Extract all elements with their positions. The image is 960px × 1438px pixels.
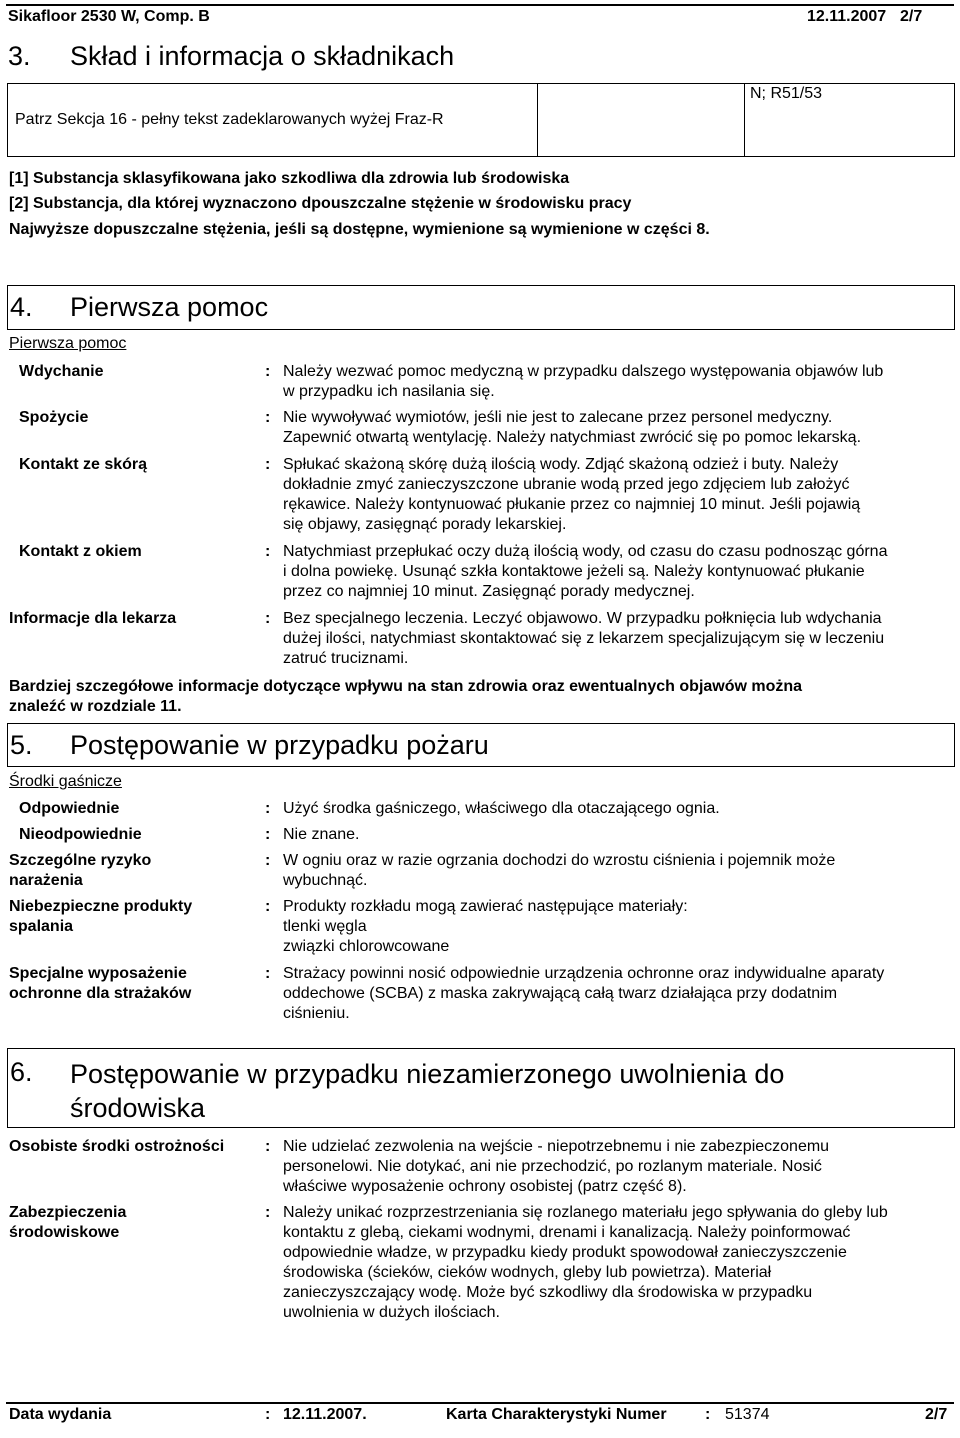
section-6-heading xyxy=(7,1048,955,1128)
text-line: rękawice. Należy kontynuować płukanie przez co najmniej 10 minut. Jeśli pojawią xyxy=(283,496,861,513)
section-number: 6. xyxy=(10,1057,33,1087)
text-line: oddechowe (SCBA) z maska zakrywającą całą twarz działająca przy dodatnim xyxy=(283,985,838,1002)
section-3-heading xyxy=(8,41,455,72)
colon: : xyxy=(265,1406,271,1423)
text-line: Należy unikać rozprzestrzeniania się rozlanego materiału jego spływania do gleby lub xyxy=(283,1204,888,1221)
row-value xyxy=(283,1137,953,1197)
text-line: dokładnie zmyć zanieczyszczone ubranie wodą przed jego zdjęciem lub założyć xyxy=(283,476,850,493)
row-value xyxy=(283,609,953,669)
section-title: Pierwsza pomoc xyxy=(70,292,269,322)
row-value xyxy=(283,408,953,448)
card-number: 51374 xyxy=(725,1406,770,1423)
row-label: Wdychanie xyxy=(19,363,104,380)
row-label: Kontakt z okiem xyxy=(19,543,142,560)
text-line: personelowi. Nie dotykać, ani nie przechodzić, po rozlanym materiale. Nosić xyxy=(283,1158,822,1175)
card-number-label: Karta Charakterystyki Numer xyxy=(446,1406,667,1423)
text-line: związki chlorowcowane xyxy=(283,938,450,955)
colon: : xyxy=(265,610,271,627)
text-line: Nie znane. xyxy=(283,826,360,843)
label-line: Osobiste środki ostrożności xyxy=(9,1138,225,1155)
section-title: Postępowanie w przypadku pożaru xyxy=(70,730,489,760)
colon: : xyxy=(265,363,271,380)
label-line: Nieodpowiednie xyxy=(19,826,142,843)
label-line: ochronne dla strażaków xyxy=(9,985,192,1002)
section-title: Skład i informacja o składnikach xyxy=(70,41,455,71)
colon: : xyxy=(265,826,271,843)
colon: : xyxy=(265,1138,271,1155)
text-line: wybuchnąć. xyxy=(283,872,368,889)
text-line: właściwe wyposażenie ochrony osobistej (patrz część 8). xyxy=(283,1178,687,1195)
row-label xyxy=(9,1137,224,1157)
footer-page: 2/7 xyxy=(925,1406,948,1423)
row-label xyxy=(19,825,142,845)
text-line: Spłukać skażoną skórę dużą ilością wody. Zdjąć skażoną odzież i buty. Należy xyxy=(283,456,839,473)
label-line: spalania xyxy=(9,918,74,935)
classification-code: N; R51/53 xyxy=(750,85,823,102)
text-line: zanieczyszczający wodę. Może być szkodliwy dla środowiska w przypadku xyxy=(283,1284,813,1301)
section-number: 5. xyxy=(10,730,33,760)
label-line: Niebezpieczne produkty xyxy=(9,898,193,915)
text-line: Strażacy powinni nosić odpowiednie urządzenia ochronne oraz indywidualne aparaty xyxy=(283,965,885,982)
header-page: 2/7 xyxy=(900,8,923,25)
row-label xyxy=(9,851,151,891)
text-line: zatruć truciznami. xyxy=(283,650,409,667)
text-line: tlenki węgla xyxy=(283,918,367,935)
row-value xyxy=(283,362,953,402)
text-line: Bez specjalnego leczenia. Leczyć objawowo. W przypadku połknięcia lub wdychania xyxy=(283,610,882,627)
note-line: Najwyższe dopuszczalne stężenia, jeśli są dostępne, wymienione są wymienione w części 8. xyxy=(9,221,710,238)
row-value xyxy=(283,851,953,891)
text-line: Nie wywoływać wymiotów, jeśli nie jest to zalecane przez personel medyczny. xyxy=(283,409,833,426)
label-line: Szczególne ryzyko xyxy=(9,852,152,869)
text-line: Należy wezwać pomoc medyczną w przypadku dalszego występowania objawów lub xyxy=(283,363,884,380)
row-label xyxy=(9,964,191,1004)
header-date: 12.11.2007 xyxy=(807,8,887,25)
label-line: środowiskowe xyxy=(9,1224,120,1241)
row-label: Informacje dla lekarza xyxy=(9,610,177,627)
section-5-heading xyxy=(7,723,955,767)
note-line: znaleźć w rozdziale 11. xyxy=(9,698,182,715)
row-value xyxy=(283,455,953,535)
text-line: Natychmiast przepłukać oczy dużą ilością wody, od czasu do czasu podnosząc górna xyxy=(283,543,888,560)
note-line: [2] Substancja, dla której wyznaczono dpouszczalne stężenie w środowisku pracy xyxy=(9,195,632,212)
subheading: Pierwsza pomoc xyxy=(9,335,127,352)
label-line: narażenia xyxy=(9,872,83,889)
text-line: uwolnienia w dużych ilościach. xyxy=(283,1304,500,1321)
note-line: [1] Substancja sklasyfikowana jako szkodliwa dla zdrowia lub środowiska xyxy=(9,170,570,187)
product-name: Sikafloor 2530 W, Comp. B xyxy=(8,8,210,25)
text-line: ciśnieniu. xyxy=(283,1005,350,1022)
text-line: odpowiednie władze, w przypadku kiedy produkt spowodował zanieczyszczenie xyxy=(283,1244,847,1261)
table-cell xyxy=(537,84,745,156)
section-title xyxy=(70,1057,784,1125)
row-value xyxy=(283,799,953,819)
text-line: i dolna powiekę. Usunąć szkła kontaktowe jeżeli są. Należy kontynuować płukanie xyxy=(283,563,865,580)
label-line: Zabezpieczenia xyxy=(9,1204,127,1221)
colon: : xyxy=(265,1204,271,1221)
colon: : xyxy=(265,409,271,426)
section-4-heading xyxy=(7,285,955,330)
row-value xyxy=(283,964,953,1024)
section-number: 4. xyxy=(10,292,33,322)
note-line: Bardziej szczegółowe informacje dotyczące wpływu na stan zdrowia oraz ewentualnych objawów można xyxy=(9,678,803,695)
label-line: Odpowiednie xyxy=(19,800,120,817)
issue-date-label: Data wydania xyxy=(9,1406,112,1423)
row-value xyxy=(283,897,953,957)
colon: : xyxy=(265,456,271,473)
table-cell xyxy=(8,84,538,156)
colon: : xyxy=(265,965,271,982)
section-number: 3. xyxy=(8,41,31,71)
title-line: Postępowanie w przypadku niezamierzonego uwolnienia do xyxy=(70,1059,785,1089)
text-line: Nie udzielać zezwolenia na wejście - niepotrzebnemu i nie zabezpieczonemu xyxy=(283,1138,830,1155)
row-value xyxy=(283,542,953,602)
text-line: Użyć środka gaśniczego, właściwego dla otaczającego ognia. xyxy=(283,800,720,817)
row-label xyxy=(9,1203,126,1243)
colon: : xyxy=(265,800,271,817)
row-label: Spożycie xyxy=(19,409,89,426)
text-line: się objawy, zasięgnąć porady lekarskiej. xyxy=(283,516,567,533)
text-line: w przypadku ich nasilania się. xyxy=(283,383,495,400)
colon: : xyxy=(265,852,271,869)
text-line: przez co najmniej 10 minut. Zasięgnąć porady medycznej. xyxy=(283,583,695,600)
footer-rule xyxy=(6,1402,954,1404)
text-line: W ogniu oraz w razie ogrzania dochodzi do wzrostu ciśnienia i pojemnik może xyxy=(283,852,836,869)
table-cell xyxy=(744,84,954,156)
composition-table xyxy=(7,83,955,157)
issue-date: 12.11.2007. xyxy=(283,1406,367,1423)
row-value xyxy=(283,825,953,845)
colon: : xyxy=(705,1406,711,1423)
text-line: Zapewnić otwartą wentylację. Należy natychmiast zwrócić się po pomoc lekarską. xyxy=(283,429,862,446)
title-line: środowiska xyxy=(70,1093,206,1123)
colon: : xyxy=(265,543,271,560)
row-label: Kontakt ze skórą xyxy=(19,456,148,473)
label-line: Specjalne wyposażenie xyxy=(9,965,187,982)
subheading: Środki gaśnicze xyxy=(9,773,122,790)
row-label xyxy=(19,799,119,819)
text-line: Produkty rozkładu mogą zawierać następujące materiały: xyxy=(283,898,688,915)
colon: : xyxy=(265,898,271,915)
row-value xyxy=(283,1203,953,1323)
row-label xyxy=(9,897,192,937)
text-line: środowiska (ścieków, cieków wodnych, gleby lub powietrza). Materiał xyxy=(283,1264,772,1281)
text-line: dużej ilości, natychmiast skontaktować się z lekarzem specjalizującym się w leczeniu xyxy=(283,630,885,647)
text-line: kontaktu z glebą, ciekami wodnymi, drenami i kanalizacją. Należy poinformować xyxy=(283,1224,851,1241)
table-text: Patrz Sekcja 16 - pełny tekst zadeklarowanych wyżej Fraz-R xyxy=(15,111,444,128)
